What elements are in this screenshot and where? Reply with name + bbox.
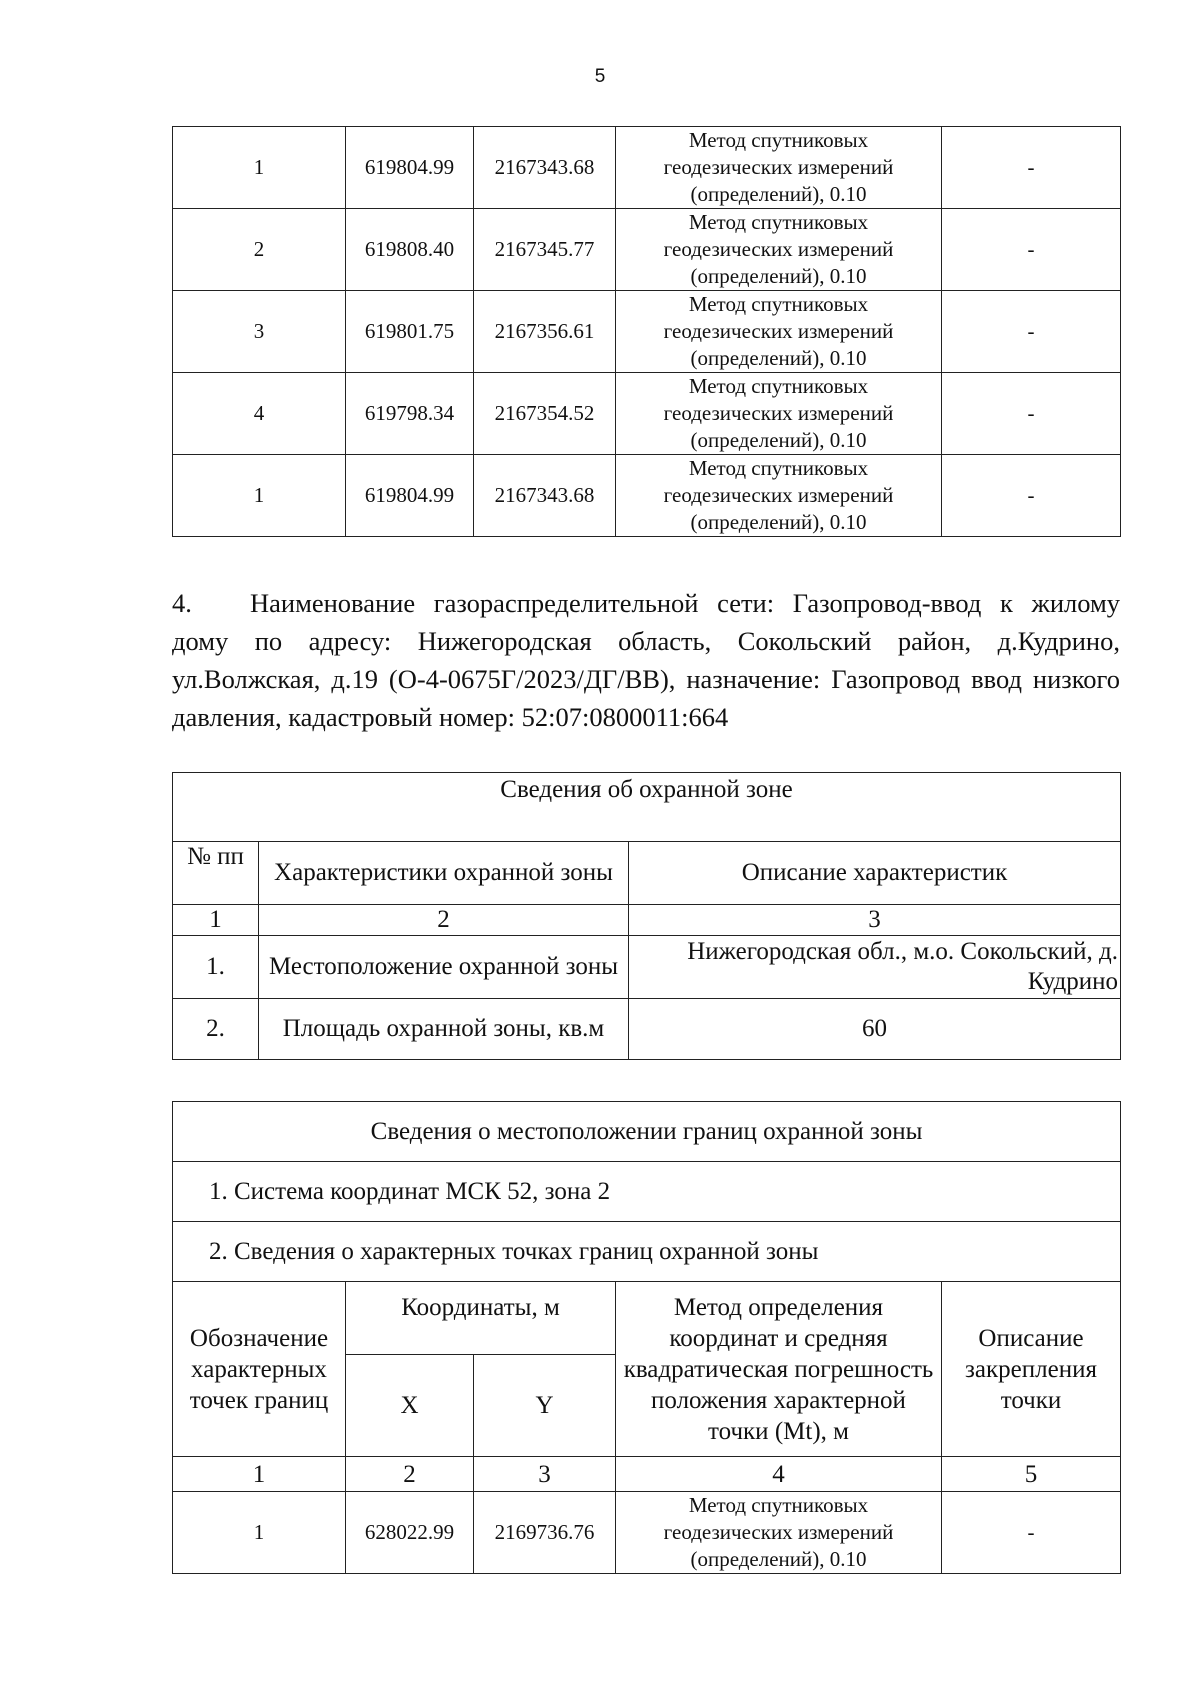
index-cell: 4 (616, 1457, 942, 1492)
x-value: 619808.40 (346, 209, 474, 291)
method-line: (определений), 0.10 (690, 182, 867, 206)
coordinates-table-continued (172, 126, 1121, 537)
row-description: 60 (629, 999, 1121, 1060)
method-line: геодезических измерений (663, 483, 894, 507)
fixing-value: - (942, 1492, 1121, 1574)
header-coordinates: Координаты, м (346, 1282, 616, 1355)
method-line: (определений), 0.10 (690, 346, 867, 370)
row-characteristic: Площадь охранной зоны, кв.м (259, 999, 629, 1060)
method-line: Метод спутниковых (688, 210, 869, 234)
page-number: 5 (594, 66, 606, 87)
fixing-value: - (942, 455, 1121, 537)
section-number: 4. (172, 588, 192, 618)
y-value: 2167356.61 (474, 291, 616, 373)
method-line: (определений), 0.10 (690, 264, 867, 288)
method-line: Метод спутниковых (688, 456, 869, 480)
point-number: 1 (173, 455, 346, 537)
method-value (616, 455, 942, 537)
x-value: 619798.34 (346, 373, 474, 455)
zone-table-title: Сведения об охранной зоне (173, 773, 1121, 842)
header-method: Метод определения координат и средняя квадратическая погрешность положения характерной точки (Mt), м (616, 1282, 942, 1457)
x-value: 619804.99 (346, 455, 474, 537)
table-row (173, 127, 1121, 209)
index-cell: 1 (173, 1457, 346, 1492)
row-number: 2. (173, 999, 259, 1060)
table-row (173, 291, 1121, 373)
method-line: геодезических измерений (663, 237, 894, 261)
method-line: геодезических измерений (663, 319, 894, 343)
point-number: 4 (173, 373, 346, 455)
section-4-paragraph (172, 584, 1120, 736)
x-value: 619804.99 (346, 127, 474, 209)
method-line: (определений), 0.10 (690, 1547, 867, 1571)
section-text: Наименование газораспределительной сети: Газопровод-ввод к жилому дому по адресу: Нижегородская область, Сокольский район, д.Кудрино, ул.Волжская, д.19 (О-4-0675Г/2023/ДГ/ВВ), назначение: Газопровод ввод низкого давления, кадастровый номер: 52:07:0800011:664 (172, 588, 1120, 732)
method-line: (определений), 0.10 (690, 428, 867, 452)
index-cell: 2 (259, 905, 629, 936)
y-value: 2169736.76 (474, 1492, 616, 1574)
index-cell: 3 (629, 905, 1121, 936)
method-line: геодезических измерений (663, 1520, 894, 1544)
header-fixing: Описание закрепления точки (942, 1282, 1121, 1457)
table-row (173, 455, 1121, 537)
fixing-value: - (942, 291, 1121, 373)
method-line: Метод спутниковых (688, 128, 869, 152)
method-line: Метод спутниковых (688, 292, 869, 316)
row-number: 1. (173, 936, 259, 999)
point-number: 1 (173, 127, 346, 209)
point-number: 3 (173, 291, 346, 373)
header-description: Описание характеристик (629, 842, 1121, 905)
method-line: Метод спутниковых (688, 374, 869, 398)
x-value: 628022.99 (346, 1492, 474, 1574)
y-value: 2167354.52 (474, 373, 616, 455)
index-cell: 3 (474, 1457, 616, 1492)
method-value (616, 373, 942, 455)
boundary-table-title: Сведения о местоположении границ охранной зоны (173, 1102, 1121, 1162)
method-line: (определений), 0.10 (690, 510, 867, 534)
index-cell: 5 (942, 1457, 1121, 1492)
method-line: геодезических измерений (663, 155, 894, 179)
header-number: № пп (173, 842, 259, 905)
point-number: 2 (173, 209, 346, 291)
coordinate-system: 1. Система координат МСК 52, зона 2 (173, 1162, 1121, 1222)
header-characteristics: Характеристики охранной зоны (259, 842, 629, 905)
header-x: X (346, 1355, 474, 1457)
fixing-value: - (942, 373, 1121, 455)
row-description: Нижегородская обл., м.о. Сокольский, д. Кудрино (629, 936, 1121, 999)
method-line: Метод спутниковых (688, 1493, 869, 1517)
header-y: Y (474, 1355, 616, 1457)
method-value (616, 1492, 942, 1574)
index-cell: 1 (173, 905, 259, 936)
boundary-table (172, 1101, 1121, 1574)
x-value: 619801.75 (346, 291, 474, 373)
method-value (616, 291, 942, 373)
protection-zone-table (172, 772, 1121, 1060)
table-row (173, 209, 1121, 291)
method-value (616, 209, 942, 291)
fixing-value: - (942, 127, 1121, 209)
fixing-value: - (942, 209, 1121, 291)
method-line: геодезических измерений (663, 401, 894, 425)
row-characteristic: Местоположение охранной зоны (259, 936, 629, 999)
method-value (616, 127, 942, 209)
y-value: 2167343.68 (474, 127, 616, 209)
points-title: 2. Сведения о характерных точках границ охранной зоны (173, 1222, 1121, 1282)
index-cell: 2 (346, 1457, 474, 1492)
y-value: 2167345.77 (474, 209, 616, 291)
table-row (173, 373, 1121, 455)
point-number: 1 (173, 1492, 346, 1574)
y-value: 2167343.68 (474, 455, 616, 537)
header-designation: Обозначение характерных точек границ (173, 1282, 346, 1457)
